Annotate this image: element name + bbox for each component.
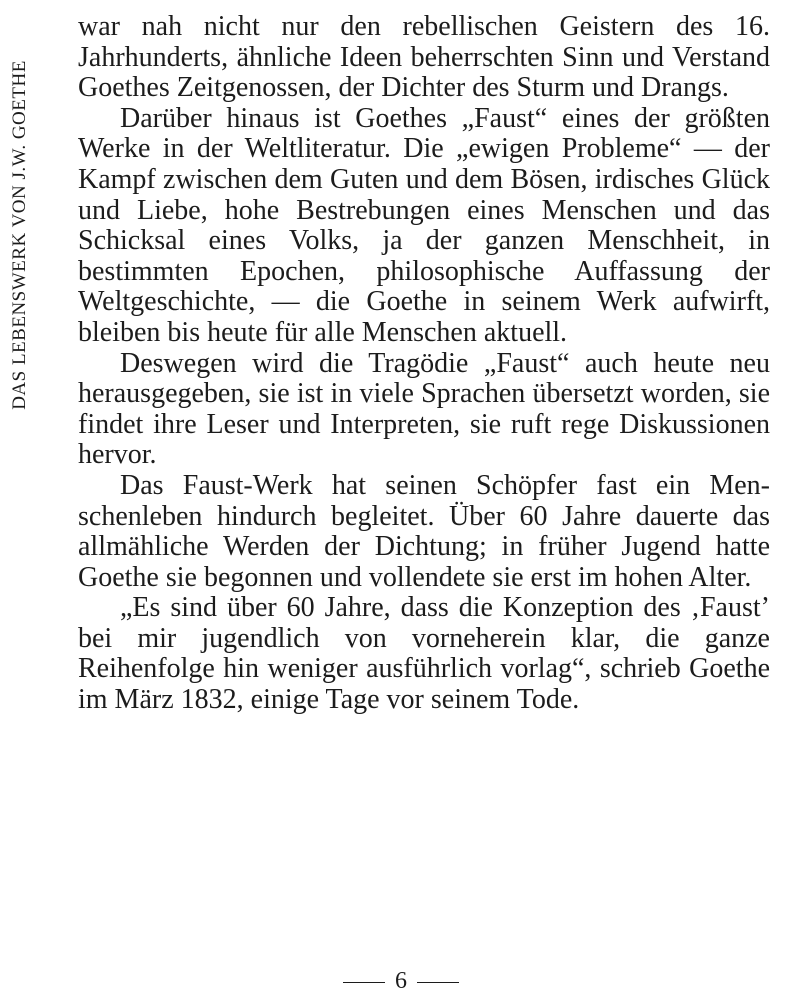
page-number-dash-right bbox=[417, 982, 459, 983]
paragraph-5: „Es sind über 60 Jahre, dass die Konzeption des ‚Faust’ bei mir jugendlich von vorneherein klar, die ganze Reihenfolge hin weniger ausführlich vorlag“, schrieb Goethe im März 1832, einige Tage vor seinem Tode. bbox=[78, 592, 770, 716]
page-number-dash-left bbox=[343, 982, 385, 983]
paragraph-4: Das Faust-Werk hat seinen Schöpfer fast ein Menschenleben hindurch begleitet. Über 60 Jahre dauerte das allmähliche Werden der Dichtung; in früher Jugend hatte Goethe sie begonnen und vollendete sie erst im hohen Alter. bbox=[78, 469, 770, 593]
page-number bbox=[0, 968, 802, 995]
paragraph-3: Deswegen wird die Tragödie „Faust“ auch heute neu herausgegeben, sie ist in viele Sprachen übersetzt worden, sie findet ihre Leser und Interpreten, sie ruft rege Diskussionen hervor. bbox=[78, 347, 770, 471]
paragraph-2: Darüber hinaus ist Goethes „Faust“ eines der größten Werke in der Weltliteratur. Die „ewigen Probleme“ — der Kampf zwischen dem Guten und dem Bösen, irdisches Glück und Liebe, hohe Bestrebungen eines Menschen und das Schicksal eines Volks, ja der ganzen Menschheit, in bestimmten Epochen, philosophische Auffassung der Weltgeschichte, — die Goethe in seinem Werk aufwirft, bleiben bis heute für alle Menschen aktuell. bbox=[78, 102, 770, 348]
body-text bbox=[78, 12, 770, 716]
running-head-text: DAS LEBENSWERK VON J.W. GOETHE bbox=[9, 60, 30, 410]
paragraph-1: war nah nicht nur den rebellischen Geistern des 16. Jahrhunderts, ähnliche Ideen beherrschten Sinn und Verstand Goethes Zeitgenossen, der Dichter des Sturm und Drangs. bbox=[78, 11, 770, 104]
page-number-value: 6 bbox=[395, 968, 407, 994]
running-head bbox=[0, 0, 40, 470]
